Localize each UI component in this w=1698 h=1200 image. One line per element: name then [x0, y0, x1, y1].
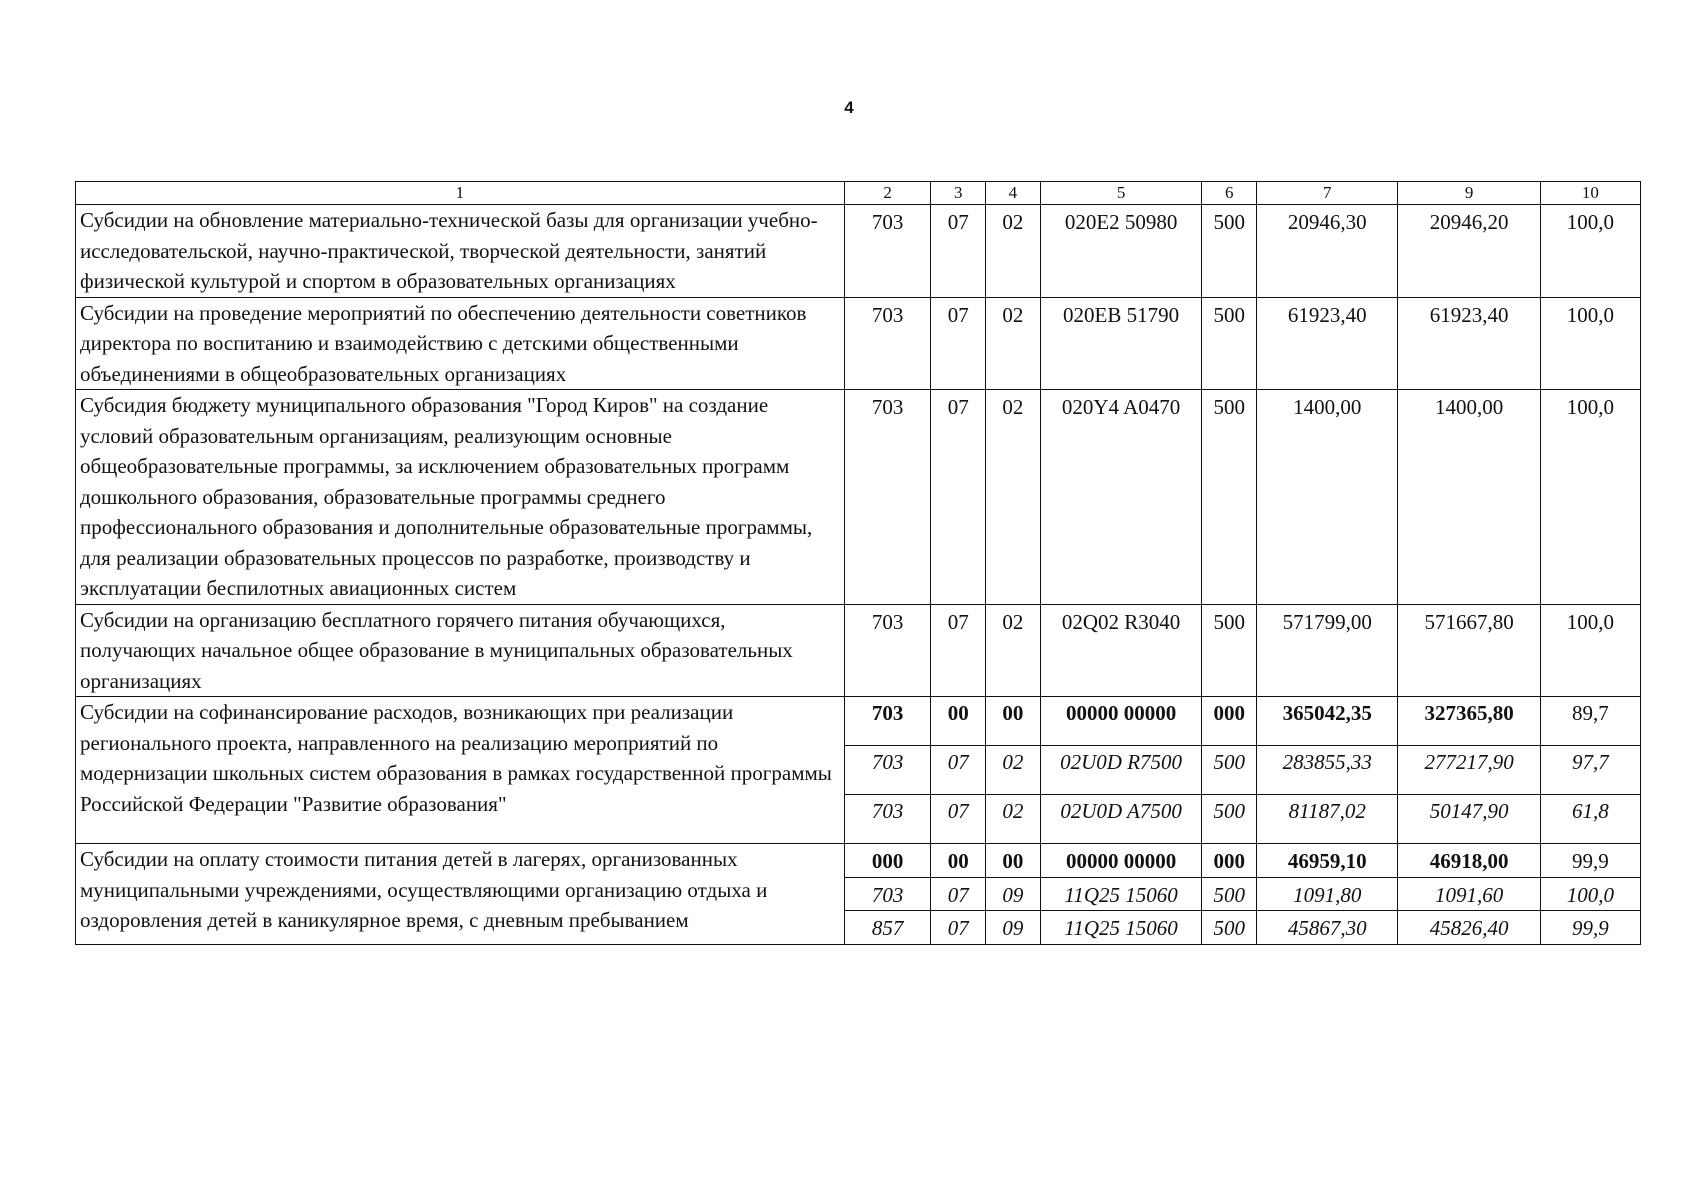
cell-value: 1091,80	[1257, 877, 1398, 911]
cell-total: 00	[986, 697, 1041, 746]
cell-total: 89,7	[1540, 697, 1640, 746]
cell-value: 09	[986, 911, 1041, 945]
cell-value: 20946,30	[1257, 205, 1398, 298]
cell-value: 07	[931, 911, 986, 945]
cell-total: 00	[931, 697, 986, 746]
cell-value: 02	[986, 746, 1041, 795]
cell-total: 000	[844, 844, 931, 878]
cell-value: 100,0	[1540, 604, 1640, 697]
header-cell: 4	[986, 182, 1041, 205]
cell-value: 500	[1202, 390, 1257, 605]
cell-value: 500	[1202, 795, 1257, 844]
cell-value: 020E2 50980	[1040, 205, 1202, 298]
cell-value: 61,8	[1540, 795, 1640, 844]
cell-value: 07	[931, 877, 986, 911]
cell-value: 02	[986, 795, 1041, 844]
cell-total: 000	[1202, 697, 1257, 746]
cell-value: 09	[986, 877, 1041, 911]
cell-value: 07	[931, 746, 986, 795]
cell-total: 365042,35	[1257, 697, 1398, 746]
cell-value: 02U0D A7500	[1040, 795, 1202, 844]
cell-total: 00	[986, 844, 1041, 878]
cell-total: 703	[844, 697, 931, 746]
cell-total: 00	[931, 844, 986, 878]
cell-value: 100,0	[1540, 877, 1640, 911]
cell-value: 500	[1202, 877, 1257, 911]
cell-value: 020Y4 A0470	[1040, 390, 1202, 605]
cell-value: 100,0	[1540, 390, 1640, 605]
cell-value: 1400,00	[1398, 390, 1540, 605]
header-cell: 3	[931, 182, 986, 205]
table-row	[76, 604, 1641, 697]
cell-value: 500	[1202, 205, 1257, 298]
cell-value: 500	[1202, 604, 1257, 697]
cell-value: 61923,40	[1398, 297, 1540, 390]
cell-total: 99,9	[1540, 844, 1640, 878]
cell-value: 020EB 51790	[1040, 297, 1202, 390]
cell-value: 100,0	[1540, 205, 1640, 298]
header-cell: 2	[844, 182, 931, 205]
table-row	[76, 390, 1641, 605]
header-cell: 5	[1040, 182, 1202, 205]
cell-total: 00000 00000	[1040, 844, 1202, 878]
cell-value: 703	[844, 795, 931, 844]
cell-value: 703	[844, 297, 931, 390]
row-description: Субсидии на организацию бесплатного горячего питания обучающихся, получающих начальное общее образование в муниципальных образовательных организациях	[76, 604, 845, 697]
cell-value: 571667,80	[1398, 604, 1540, 697]
header-row	[76, 182, 1641, 205]
page-number: 4	[844, 98, 854, 117]
cell-value: 857	[844, 911, 931, 945]
budget-table	[75, 181, 1641, 945]
cell-value: 02Q02 R3040	[1040, 604, 1202, 697]
header-cell: 9	[1398, 182, 1540, 205]
cell-value: 703	[844, 746, 931, 795]
cell-value: 500	[1202, 911, 1257, 945]
cell-value: 500	[1202, 746, 1257, 795]
cell-value: 500	[1202, 297, 1257, 390]
cell-value: 50147,90	[1398, 795, 1540, 844]
cell-value: 99,9	[1540, 911, 1640, 945]
table-row-total	[76, 697, 1641, 746]
cell-value: 277217,90	[1398, 746, 1540, 795]
row-description: Субсидия бюджету муниципального образования "Город Киров" на создание условий образовательным организациям, реализующим основные общеобразовательные программы, за исключением образовательных программ дошкольного образования, образовательные программы среднего профессионального образования и дополнительные образовательные программы, для реализации образовательных процессов по разработке, производству и эксплуатации беспилотных авиационных систем	[76, 390, 845, 605]
row-description: Субсидии на обновление материально-технической базы для организации учебно-исследовательской, научно-практической, творческой деятельности, занятий физической культурой и спортом в образовательных организациях	[76, 205, 845, 298]
cell-value: 07	[931, 205, 986, 298]
row-description: Субсидии на софинансирование расходов, возникающих при реализации регионального проекта, направленного на реализацию мероприятий по модернизации школьных систем образования в рамках государственной программы Российской Федерации "Развитие образования"	[76, 697, 845, 844]
cell-value: 11Q25 15060	[1040, 877, 1202, 911]
cell-value: 703	[844, 877, 931, 911]
header-cell: 7	[1257, 182, 1398, 205]
cell-value: 571799,00	[1257, 604, 1398, 697]
cell-value: 81187,02	[1257, 795, 1398, 844]
table-row-total	[76, 844, 1641, 878]
cell-value: 97,7	[1540, 746, 1640, 795]
cell-total: 327365,80	[1398, 697, 1540, 746]
header-cell: 1	[76, 182, 845, 205]
cell-value: 1400,00	[1257, 390, 1398, 605]
cell-value: 703	[844, 390, 931, 605]
cell-value: 11Q25 15060	[1040, 911, 1202, 945]
table-row	[76, 297, 1641, 390]
cell-total: 000	[1202, 844, 1257, 878]
cell-value: 45826,40	[1398, 911, 1540, 945]
cell-value: 07	[931, 795, 986, 844]
row-description: Субсидии на оплату стоимости питания детей в лагерях, организованных муниципальными учреждениями, осуществляющими организацию отдыха и оздоровления детей в каникулярное время, с дневным пребыванием	[76, 844, 845, 945]
cell-value: 02	[986, 390, 1041, 605]
cell-value: 61923,40	[1257, 297, 1398, 390]
cell-value: 07	[931, 604, 986, 697]
cell-value: 283855,33	[1257, 746, 1398, 795]
cell-value: 07	[931, 390, 986, 605]
cell-total: 46959,10	[1257, 844, 1398, 878]
row-description: Субсидии на проведение мероприятий по обеспечению деятельности советников директора по воспитанию и взаимодействию с детскими общественными объединениями в общеобразовательных организациях	[76, 297, 845, 390]
cell-value: 02	[986, 604, 1041, 697]
cell-value: 02	[986, 205, 1041, 298]
cell-value: 02U0D R7500	[1040, 746, 1202, 795]
cell-value: 07	[931, 297, 986, 390]
cell-value: 20946,20	[1398, 205, 1540, 298]
cell-value: 02	[986, 297, 1041, 390]
cell-value: 703	[844, 604, 931, 697]
cell-total: 00000 00000	[1040, 697, 1202, 746]
cell-value: 100,0	[1540, 297, 1640, 390]
cell-value: 703	[844, 205, 931, 298]
cell-value: 45867,30	[1257, 911, 1398, 945]
cell-total: 46918,00	[1398, 844, 1540, 878]
header-cell: 6	[1202, 182, 1257, 205]
cell-value: 1091,60	[1398, 877, 1540, 911]
table-row	[76, 205, 1641, 298]
header-cell: 10	[1540, 182, 1640, 205]
